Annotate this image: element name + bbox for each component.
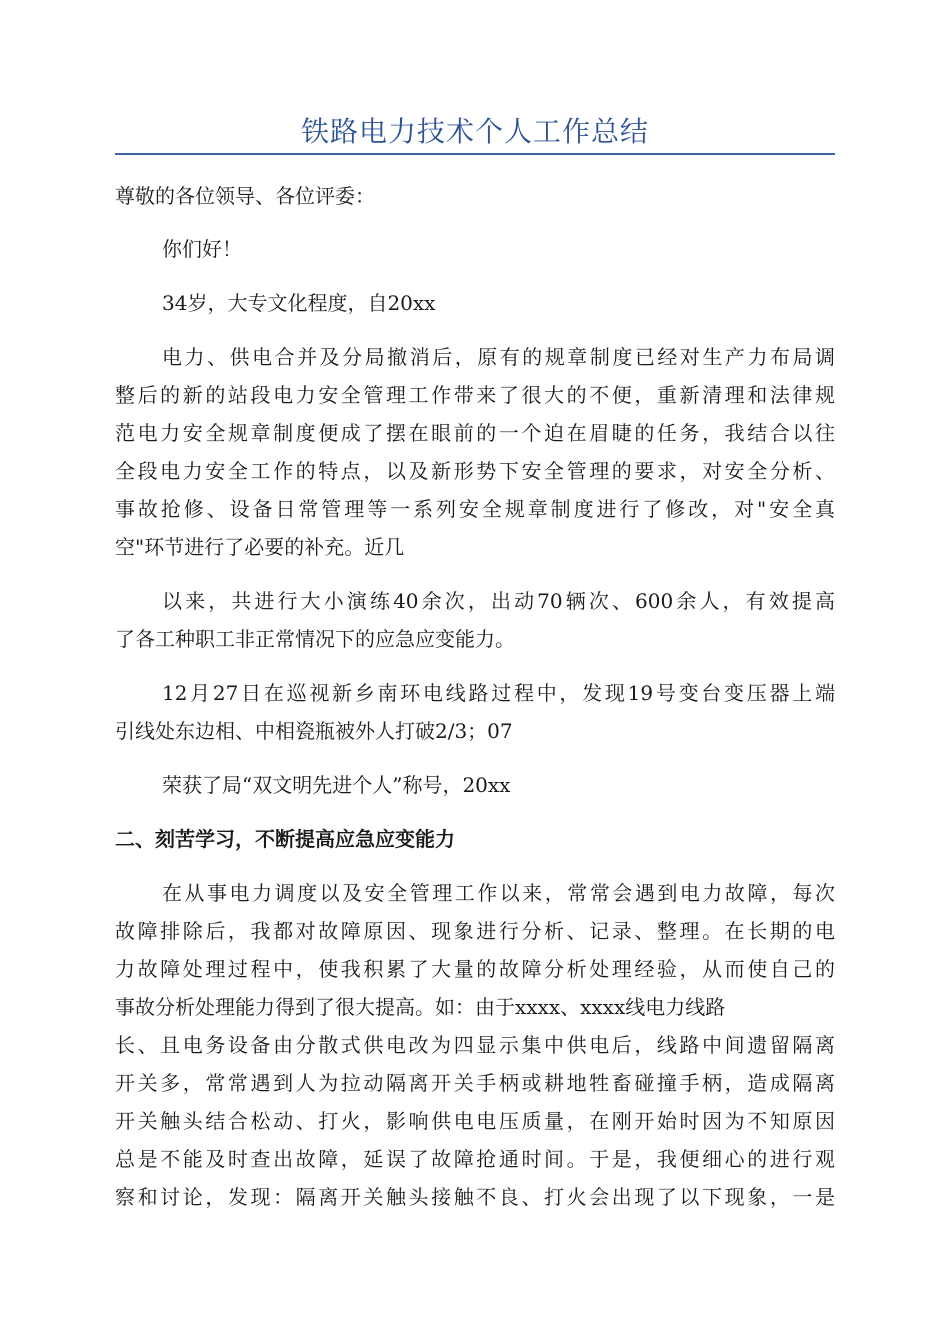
- paragraph-line: 空"环节进行了必要的补充。近几: [115, 535, 405, 559]
- paragraph-line: 察和讨论，发现：隔离开关触头接触不良、打火会出现了以下现象，一是: [115, 1185, 835, 1209]
- paragraph-line: 长、且电务设备由分散式供电改为四显示集中供电后，线路中间遗留隔离: [115, 1033, 835, 1057]
- paragraph-line: 力故障处理过程中，使我积累了大量的故障分析处理经验，从而使自己的: [115, 957, 835, 981]
- paragraph-line: 事故抢修、设备日常管理等一系列安全规章制度进行了修改，对"安全真: [115, 497, 835, 521]
- paragraph-line: 了各工种职工非正常情况下的应急应变能力。: [115, 627, 515, 651]
- paragraph-line: 总是不能及时查出故障，延误了故障抢通时间。于是，我便细心的进行观: [115, 1147, 835, 1171]
- paragraph-line: 开关多，常常遇到人为拉动隔离开关手柄或耕地牲畜碰撞手柄，造成隔离: [115, 1071, 835, 1095]
- paragraph-line: 引线处东边相、中相瓷瓶被外人打破2/3；07: [115, 719, 513, 743]
- paragraph-line: 故障排除后，我都对故障原因、现象进行分析、记录、整理。在长期的电: [115, 919, 835, 943]
- paragraph-line: 全段电力安全工作的特点，以及新形势下安全管理的要求，对安全分析、: [115, 459, 835, 483]
- section-heading: 二、刻苦学习，不断提高应急应变能力: [115, 827, 455, 851]
- paragraph-line: 事故分析处理能力得到了很大提高。如：由于xxxx、xxxx线电力线路: [115, 995, 726, 1019]
- paragraph-line: 以来，共进行大小演练40余次，出动70辆次、600余人，有效提高: [162, 589, 835, 613]
- paragraph-line: 电力、供电合并及分局撤消后，原有的规章制度已经对生产力布局调: [162, 345, 835, 369]
- greeting: 你们好！: [162, 237, 242, 261]
- paragraph-line: 开关触头结合松动、打火，影响供电电压质量，在刚开始时因为不知原因: [115, 1109, 835, 1133]
- document-title: 铁路电力技术个人工作总结: [300, 115, 649, 148]
- title-underline: [115, 153, 835, 155]
- paragraph-line: 12月27日在巡视新乡南环电线路过程中，发现19号变台变压器上端: [162, 681, 835, 705]
- paragraph-line: 荣获了局“双文明先进个人”称号，20xx: [162, 773, 511, 797]
- paragraph-line: 整后的新的站段电力安全管理工作带来了很大的不便，重新清理和法律规: [115, 383, 835, 407]
- paragraph-line: 范电力安全规章制度便成了摆在眼前的一个迫在眉睫的任务，我结合以往: [115, 421, 835, 445]
- salutation: 尊敬的各位领导、各位评委：: [115, 184, 375, 208]
- paragraph-line: 在从事电力调度以及安全管理工作以来，常常会遇到电力故障，每次: [162, 881, 835, 905]
- paragraph-line: 34岁，大专文化程度，自20xx: [162, 291, 436, 315]
